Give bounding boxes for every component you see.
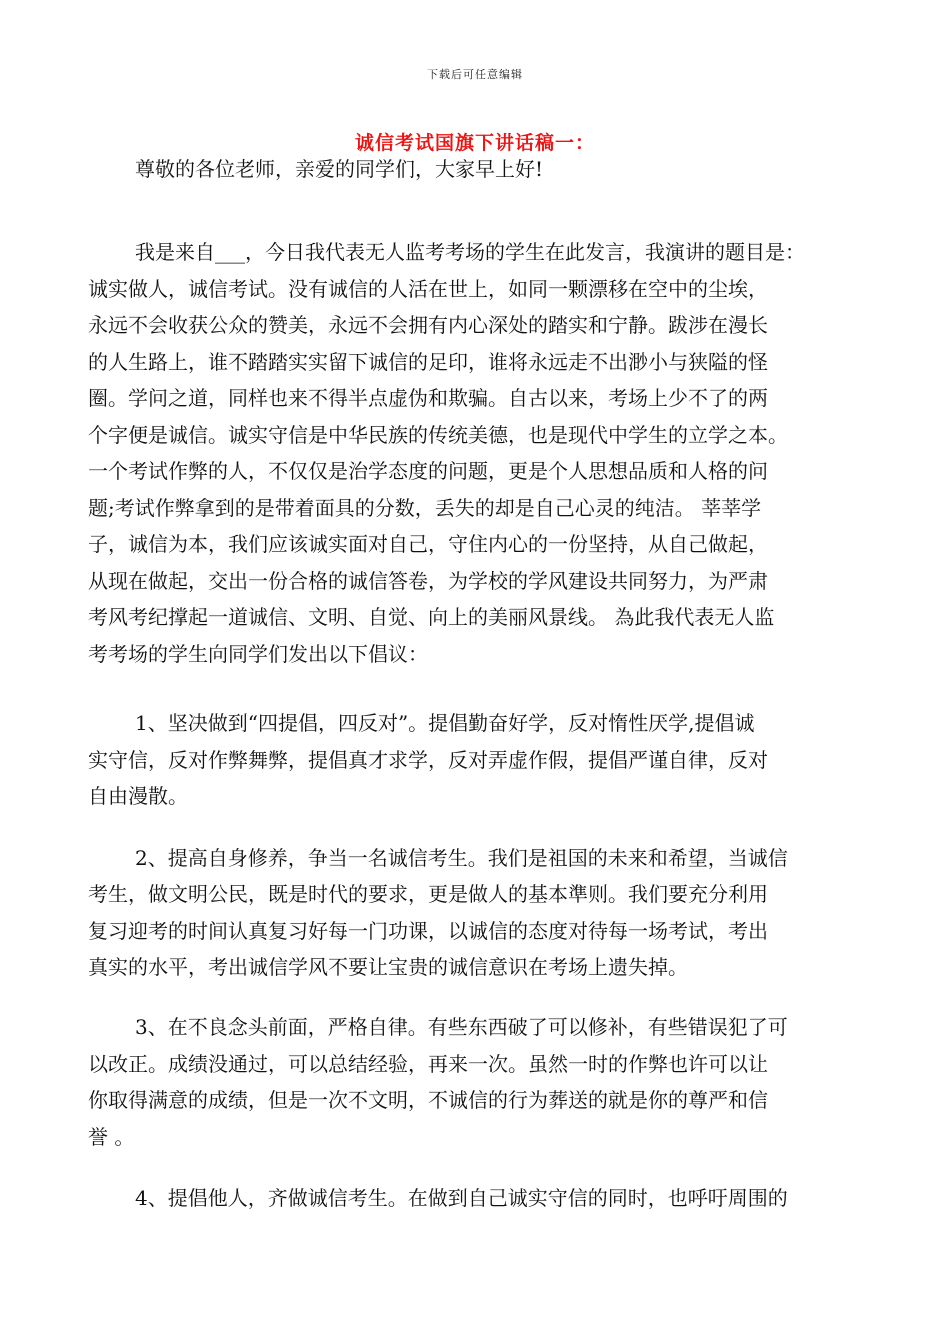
text-line: 尊敬的各位老师，亲爱的同学们，大家早上好!	[135, 157, 544, 181]
text-line: 自由漫散。	[88, 784, 188, 808]
text-line: 考考场的学生向同学们发出以下倡议：	[88, 642, 428, 666]
text-line: 圈。学问之道，同样也来不得半点虚伪和欺骗。自古以来，考场上少不了的两	[88, 386, 768, 410]
text-line: 一个考试作弊的人，不仅仅是治学态度的问题，更是个人思想品质和人格的问	[88, 459, 768, 483]
document-title: 诚信考试国旗下讲话稿一：	[354, 132, 595, 154]
text-line: 你取得满意的成绩，但是一次不文明，不诚信的行为葬送的就是你的尊严和信	[88, 1088, 768, 1112]
text-line: 3、在不良念头前面，严格自律。有些东西破了可以修补，有些错误犯了可	[135, 1015, 788, 1039]
text-line: 子，诚信为本，我们应该诚实面对自己，守住内心的一份坚持，从自己做起，	[88, 532, 768, 556]
text-line: 从现在做起，交出一份合格的诚信答卷，为学校的学风建设共同努力，为严肃	[88, 569, 768, 593]
text-line: 个字便是诚信。诚实守信是中华民族的传统美德，也是现代中学生的立学之本。	[88, 423, 788, 447]
text-line: 以改正。成绩没通过，可以总结经验，再来一次。虽然一时的作弊也许可以让	[88, 1052, 768, 1076]
text-line: 实守信，反对作弊舞弊，提倡真才求学，反对弄虚作假，提倡严谨自律，反对	[88, 748, 768, 772]
text-line: 考生，做文明公民，既是时代的要求，更是做人的基本準则。我们要充分利用	[88, 882, 768, 906]
text-line: 1、坚决做到“四提倡，四反对”。提倡勤奋好学，反对惰性厌学,提倡诚	[135, 711, 755, 735]
text-line: 复习迎考的时间认真复习好每一门功课，以诚信的态度对待每一场考试，考出	[88, 919, 768, 943]
header-note: 下载后可任意编辑	[427, 68, 523, 81]
text-line: 4、提倡他人，齐做诚信考生。在做到自己诚实守信的同时，也呼吁周围的	[135, 1186, 788, 1210]
text-line: 的人生路上，谁不踏踏实实留下诚信的足印，谁将永远走不出渺小与狭隘的怪	[88, 350, 768, 374]
text-line: 2、提高自身修养，争当一名诚信考生。我们是祖国的未来和希望，当诚信	[135, 846, 788, 870]
text-line: 我是来自___，今日我代表无人监考考场的学生在此发言，我演讲的题目是：	[135, 240, 805, 264]
text-line: 考风考纪撑起一道诚信、文明、自觉、向上的美丽风景线。 為此我代表无人监	[88, 605, 775, 629]
text-line: 诚实做人，诚信考试。没有诚信的人活在世上，如同一颗漂移在空中的尘埃，	[88, 277, 768, 301]
text-line: 题;考试作弊拿到的是带着面具的分数，丢失的却是自己心灵的纯洁。 莘莘学	[88, 496, 762, 520]
text-line: 誉 。	[88, 1125, 135, 1149]
text-line: 永远不会收获公众的赞美，永远不会拥有内心深处的踏实和宁静。跋涉在漫长	[88, 313, 768, 337]
text-line: 真实的水平，考出诚信学风不要让宝贵的诚信意识在考场上遗失掉。	[88, 955, 688, 979]
